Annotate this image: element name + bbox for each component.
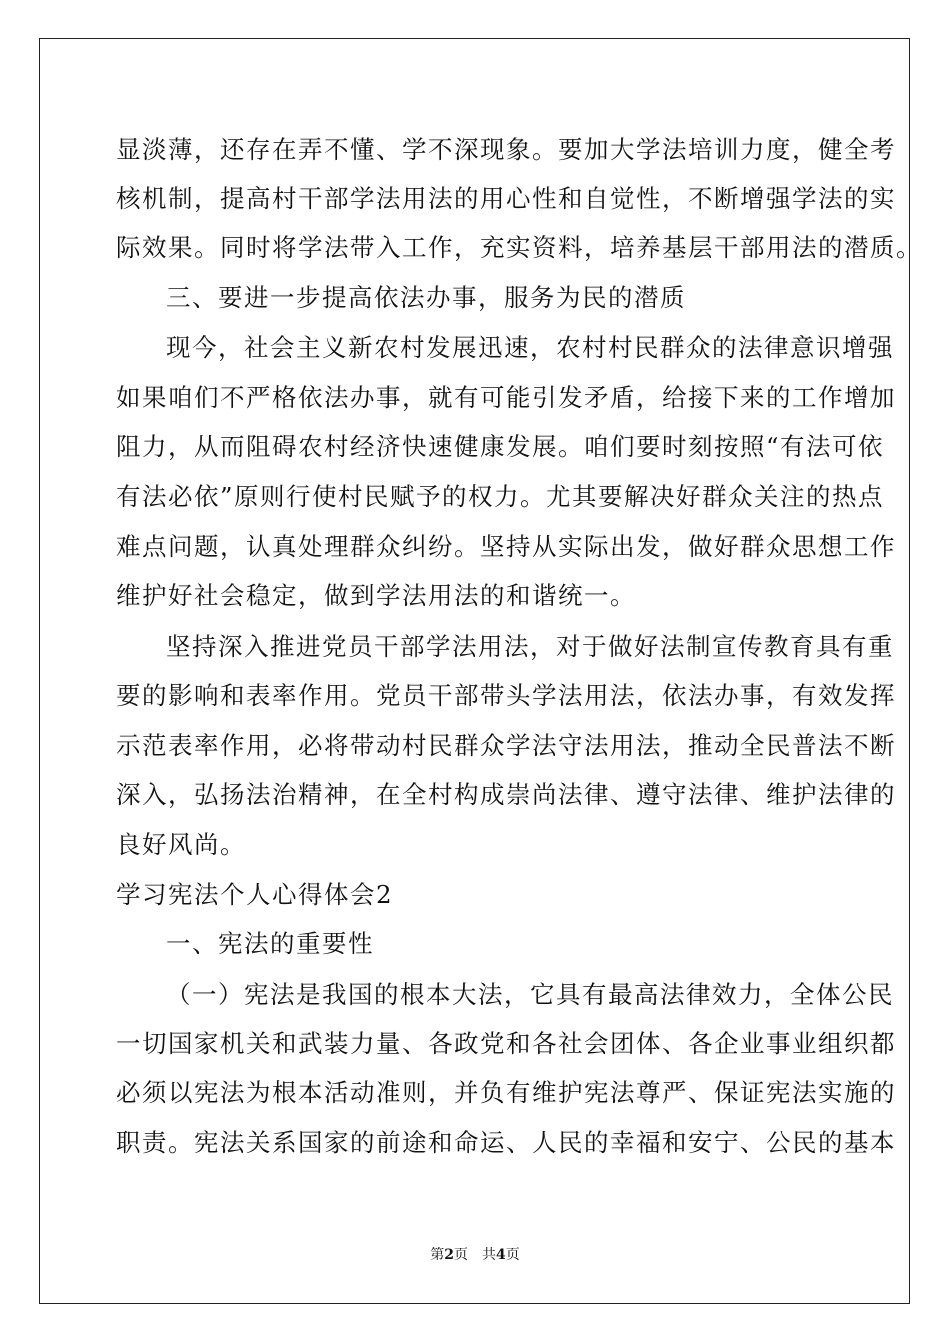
paragraph-line: 职责。宪法关系国家的前途和命运、人民的幸福和安宁、公民的基本	[116, 1128, 896, 1157]
paragraph-line: 现今，社会主义新农村发展迅速，农村村民群众的法律意识增强	[166, 333, 894, 362]
paragraph-line: 核机制，提高村干部学法用法的用心性和自觉性，不断增强学法的实	[116, 184, 896, 213]
paragraph-line: 际效果。同时将学法带入工作，充实资料，培养基层干部用法的潜质。	[116, 233, 922, 262]
article-title: 学习宪法个人心得体会2	[116, 880, 394, 909]
paragraph-line: 难点问题，认真处理群众纠纷。坚持从实际出发，做好群众思想工作	[116, 532, 896, 561]
paragraph-line: 示范表率作用，必将带动村民群众学法守法用法，推动全民普法不断	[116, 731, 896, 760]
paragraph-line: 必须以宪法为根本活动准则，并负有维护宪法尊严、保证宪法实施的	[116, 1078, 896, 1107]
paragraph-line: 维护好社会稳定，做到学法用法的和谐统一。	[116, 581, 636, 610]
total-pages: 共4页	[482, 1247, 520, 1263]
page-footer	[0, 1245, 950, 1265]
paragraph-line: 如果咱们不严格依法办事，就有可能引发矛盾，给接下来的工作增加	[116, 383, 896, 412]
paragraph-line: 显淡薄，还存在弄不懂、学不深现象。要加大学法培训力度，健全考	[116, 135, 896, 164]
paragraph-line: 深入，弘扬法治精神，在全村构成崇尚法律、遵守法律、维护法律的	[116, 780, 896, 809]
section-heading: 一、宪法的重要性	[166, 929, 374, 958]
page-border	[39, 38, 910, 1304]
section-heading: 三、要进一步提高依法办事，服务为民的潜质	[166, 283, 686, 312]
paragraph-line: 有法必依”原则行使村民赋予的权力。尤其要解决好群众关注的热点	[116, 482, 885, 511]
paragraph-line: 一切国家机关和武装力量、各政党和各社会团体、各企业事业组织都	[116, 1029, 896, 1058]
paragraph-line: （一）宪法是我国的根本大法，它具有最高法律效力，全体公民	[166, 980, 894, 1009]
paragraph-line: 要的影响和表率作用。党员干部带头学法用法，依法办事，有效发挥	[116, 681, 896, 710]
paragraph-line: 坚持深入推进党员干部学法用法，对于做好法制宣传教育具有重	[166, 632, 894, 661]
page-number: 第2页	[430, 1247, 468, 1263]
paragraph-line: 阻力，从而阻碍农村经济快速健康发展。咱们要时刻按照“有法可依	[116, 432, 885, 461]
paragraph-line: 良好风尚。	[116, 830, 246, 859]
